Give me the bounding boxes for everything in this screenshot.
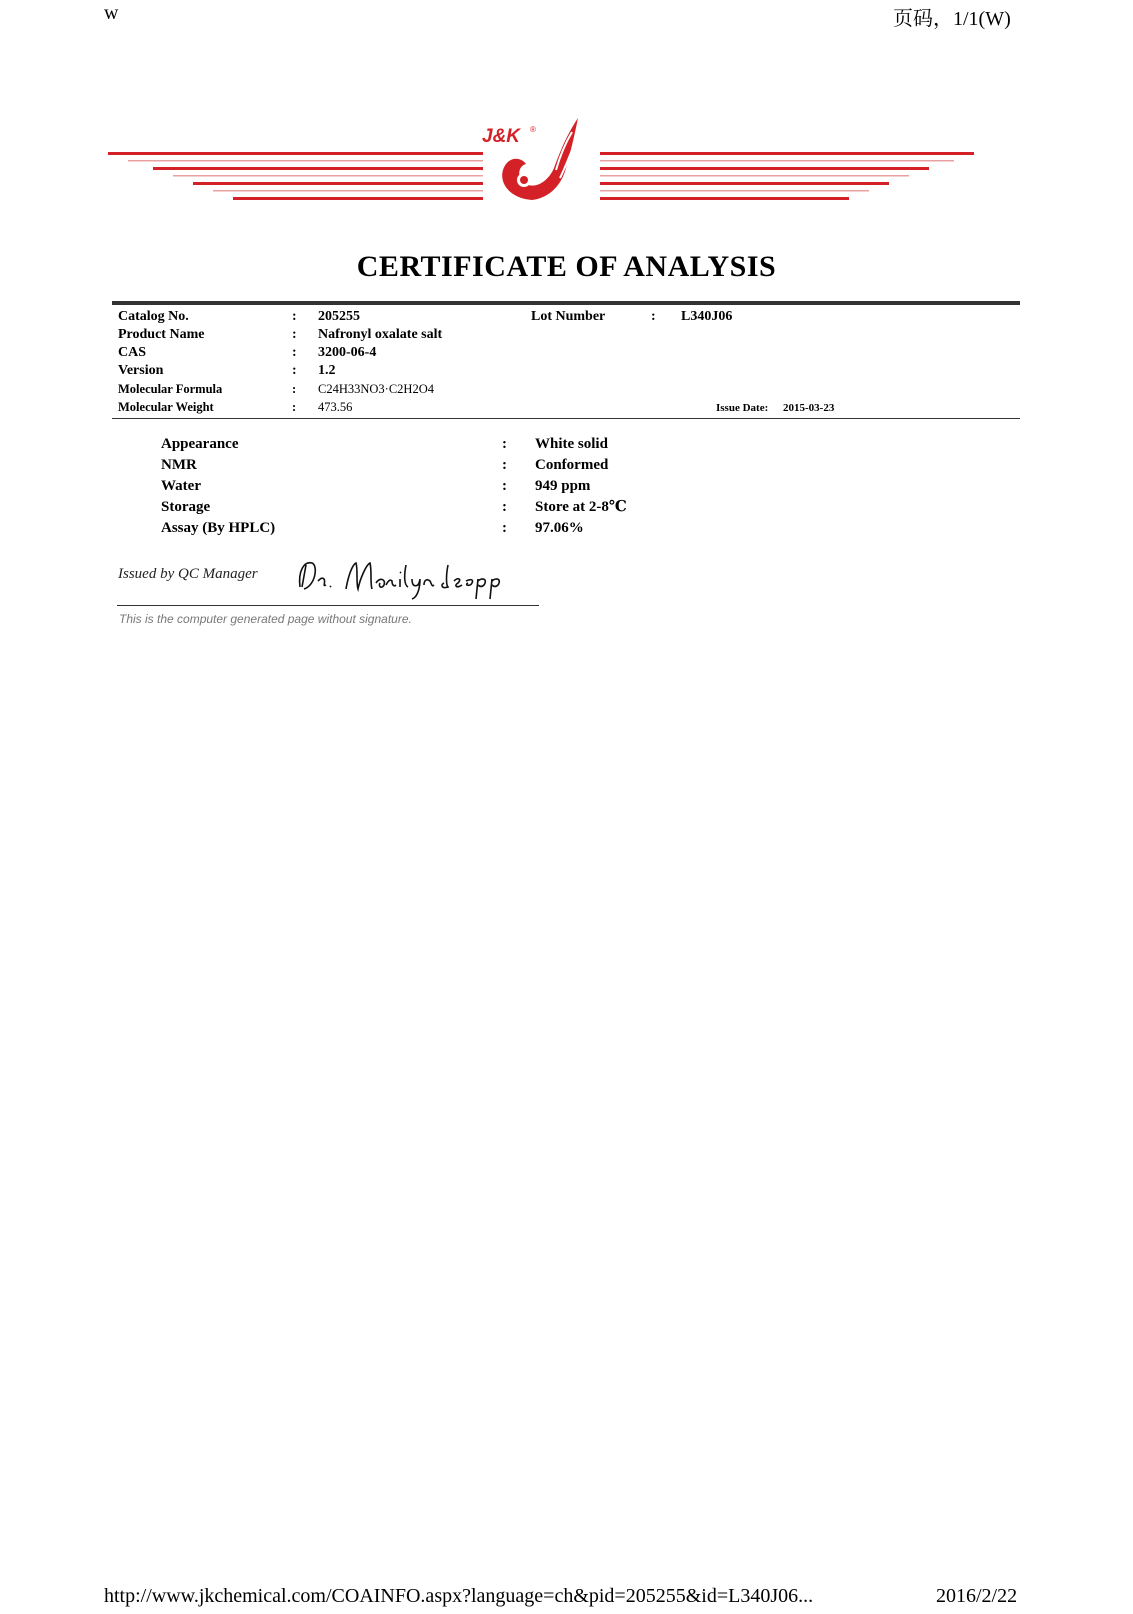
product-label: Product Name (118, 327, 205, 342)
result-value: Store at 2-8℃ (535, 499, 627, 515)
catalog-label: Catalog No. (118, 309, 189, 324)
result-label: Assay (By HPLC) (161, 520, 276, 536)
catalog-value: 205255 (318, 309, 360, 324)
lot-separator: : (651, 309, 656, 324)
result-label: Appearance (161, 436, 239, 452)
weight-label: Molecular Weight (118, 400, 214, 414)
version-value: 1.2 (318, 363, 336, 378)
right-wing-stripes (600, 152, 974, 200)
logo-registered-mark: ® (530, 125, 536, 134)
result-label: Storage (161, 499, 211, 515)
result-label: NMR (161, 457, 197, 473)
issue-date-label: Issue Date: (716, 402, 769, 414)
result-separator: : (502, 520, 507, 536)
formula-label: Molecular Formula (118, 382, 223, 396)
document-title: CERTIFICATE OF ANALYSIS (356, 250, 777, 283)
cas-label: CAS (118, 345, 147, 360)
version-separator: : (292, 363, 297, 378)
title-rule (112, 301, 1020, 305)
weight-separator: : (292, 400, 297, 414)
info-bottom-rule (112, 418, 1020, 419)
result-separator: : (502, 457, 507, 473)
signature-line (117, 605, 539, 606)
weight-value: 473.56 (318, 400, 353, 414)
issue-date-value: 2015-03-23 (783, 402, 835, 414)
product-value: Nafronyl oxalate salt (318, 327, 443, 342)
result-value: White solid (535, 436, 608, 452)
no-signature-note: This is the computer generated page without signature. (119, 612, 412, 626)
cas-separator: : (292, 345, 297, 360)
formula-separator: : (292, 382, 297, 396)
cas-value: 3200-06-4 (318, 345, 377, 360)
print-header-page-number: 页码，1/1(W) (893, 8, 1011, 30)
result-label: Water (161, 478, 201, 494)
result-value: Conformed (535, 457, 609, 473)
print-footer-url: http://www.jkchemical.com/COAINFO.aspx?language=ch&pid=205255&id=L340J06... (104, 1585, 814, 1607)
formula-value: C24H33NO3·C2H2O4 (318, 382, 434, 396)
result-separator: : (502, 499, 507, 515)
handwritten-signature (296, 555, 536, 605)
result-value: 97.06% (535, 520, 584, 536)
logo-brand-text: J&K (482, 126, 521, 147)
result-value: 949 ppm (535, 478, 591, 494)
print-footer-date: 2016/2/22 (936, 1585, 1018, 1607)
jk-logo (108, 112, 974, 220)
version-label: Version (118, 363, 164, 378)
result-separator: : (502, 436, 507, 452)
left-wing-stripes (108, 152, 483, 200)
catalog-separator: : (292, 309, 297, 324)
print-header-left: w (104, 2, 119, 24)
result-separator: : (502, 478, 507, 494)
product-separator: : (292, 327, 297, 342)
lot-value: L340J06 (681, 309, 733, 324)
issued-by-label: Issued by QC Manager (118, 566, 258, 582)
lot-label: Lot Number (531, 309, 606, 324)
